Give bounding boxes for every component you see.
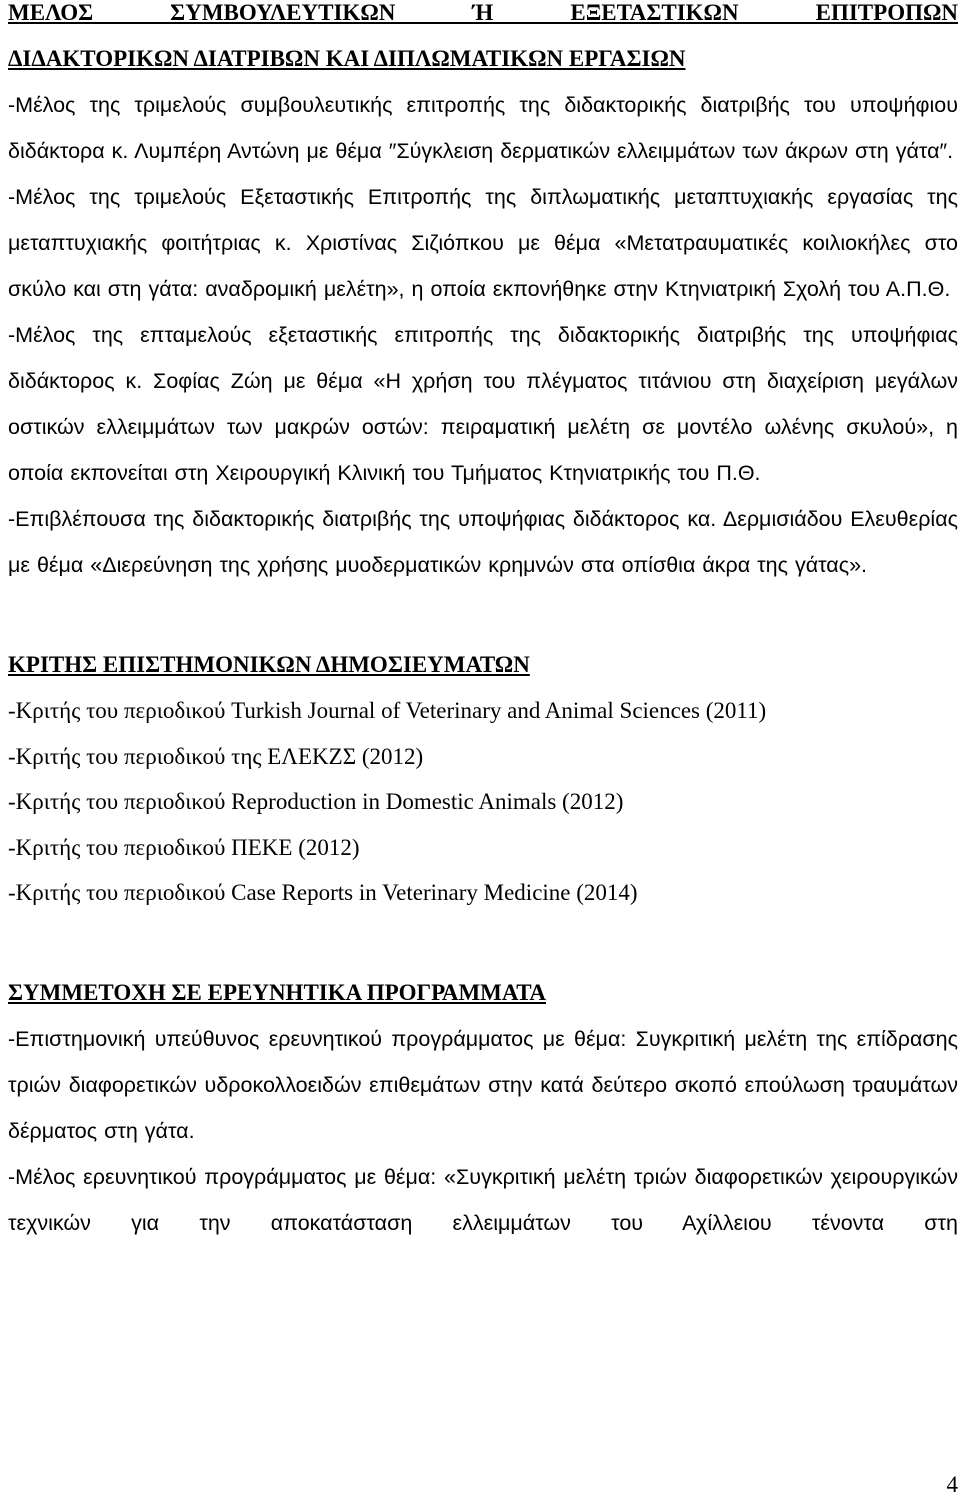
reviewer-item: -Κριτής του περιοδικού της ΕΛΕΚΖΣ (2012) xyxy=(8,743,424,769)
section-heading-committees-line2: ΔΙΔΑΚΤΟΡΙΚΩΝ ΔΙΑΤΡΙΒΩΝ ΚΑΙ ΔΙΠΛΩΜΑΤΙΚΩΝ ΕΡΓΑΣΙΩΝ xyxy=(8,46,686,71)
committee-item: -Μέλος της επταμελούς εξεταστικής επιτροπής της διδακτορικής διατριβής της υποψήφιας διδάκτορος κ. Σοφίας Ζώη με θέμα «Η χρήση του πλέγματος τιτάνιου στη διαχείριση μεγάλων οστικών ελλειμμάτων των μακρών οστών: πειραματική μελέτη σε μοντέλο ωλένης σκυλού», η οποία εκπονείται στη Χειρουργική Κλινική του Τμήματος Κτηνιατρικής του Π.Θ. xyxy=(8,323,958,485)
reviewer-item: -Κριτής του περιοδικού Reproduction in Domestic Animals (2012) xyxy=(8,789,624,814)
reviewer-item: -Κριτής του περιοδικού ΠΕΚΕ (2012) xyxy=(8,834,360,860)
committee-item: -Μέλος της τριμελούς Εξεταστικής Επιτροπής της διπλωματικής μεταπτυχιακής εργασίας της μεταπτυχιακής φοιτήτριας κ. Χριστίνας Σιζιόπκου με θέμα «Μετατραυματικές κοιλιοκήλες στο σκύλο και στη γάτα: αναδρομική μελέτη», η οποία εκπονήθηκε στην Κτηνιατρική Σχολή του Α.Π.Θ. xyxy=(8,185,958,301)
reviewer-item: -Κριτής του περιοδικού Turkish Journal of Veterinary and Animal Sciences (2011) xyxy=(8,698,767,723)
committee-item: -Επιβλέπουσα της διδακτορικής διατριβής της υποψήφιας διδάκτορος κα. Δερμισιάδου Ελευθερίας με θέμα «Διερεύνηση της χρήσης μυοδερματικών κρημνών στα οπίσθια άκρα της γάτας». xyxy=(8,507,958,577)
section-spacer xyxy=(8,916,958,970)
research-item: -Επιστημονική υπεύθυνος ερευνητικού προγράμματος με θέμα: Συγκριτική μελέτη της επίδρασης τριών διαφορετικών υδροκολλοειδών επιθεμάτων στην κατά δεύτερο σκοπό επούλωση τραυμάτων δέρματος στη γάτα. xyxy=(8,1026,958,1143)
section-spacer xyxy=(8,588,958,642)
research-item: -Μέλος ερευνητικού προγράμματος με θέμα: «Συγκριτική μελέτη τριών διαφορετικών χειρουργικών τεχνικών για την αποκατάσταση ελλειμμάτων του Αχίλλειου τένοντα στη xyxy=(8,1164,958,1235)
section-heading-reviewer: ΚΡΙΤΗΣ ΕΠΙΣΤΗΜΟΝΙΚΩΝ ΔΗΜΟΣΙΕΥΜΑΤΩΝ xyxy=(8,652,530,677)
reviewer-item: -Κριτής του περιοδικού Case Reports in Veterinary Medicine (2014) xyxy=(8,880,638,905)
section-heading-committees-line1: ΜΕΛΟΣ ΣΥΜΒΟΥΛΕΥΤΙΚΩΝ Ή ΕΞΕΤΑΣΤΙΚΩΝ ΕΠΙΤΡΟΠΩΝ xyxy=(8,0,958,25)
committee-item: -Μέλος της τριμελούς συμβουλευτικής επιτροπής της διδακτορικής διατριβής του υποψήφιου διδάκτορα κ. Λυμπέρη Αντώνη με θέμα ″Σύγκλειση δερματικών ελλειμμάτων των άκρων στη γάτα″. xyxy=(8,93,958,163)
section-heading-research: ΣΥΜΜΕΤΟΧΗ ΣΕ ΕΡΕΥΝΗΤΙΚΑ ΠΡΟΓΡΑΜΜΑΤΑ xyxy=(8,979,546,1005)
page-number: 4 xyxy=(946,1472,958,1497)
document-page xyxy=(8,0,958,1246)
